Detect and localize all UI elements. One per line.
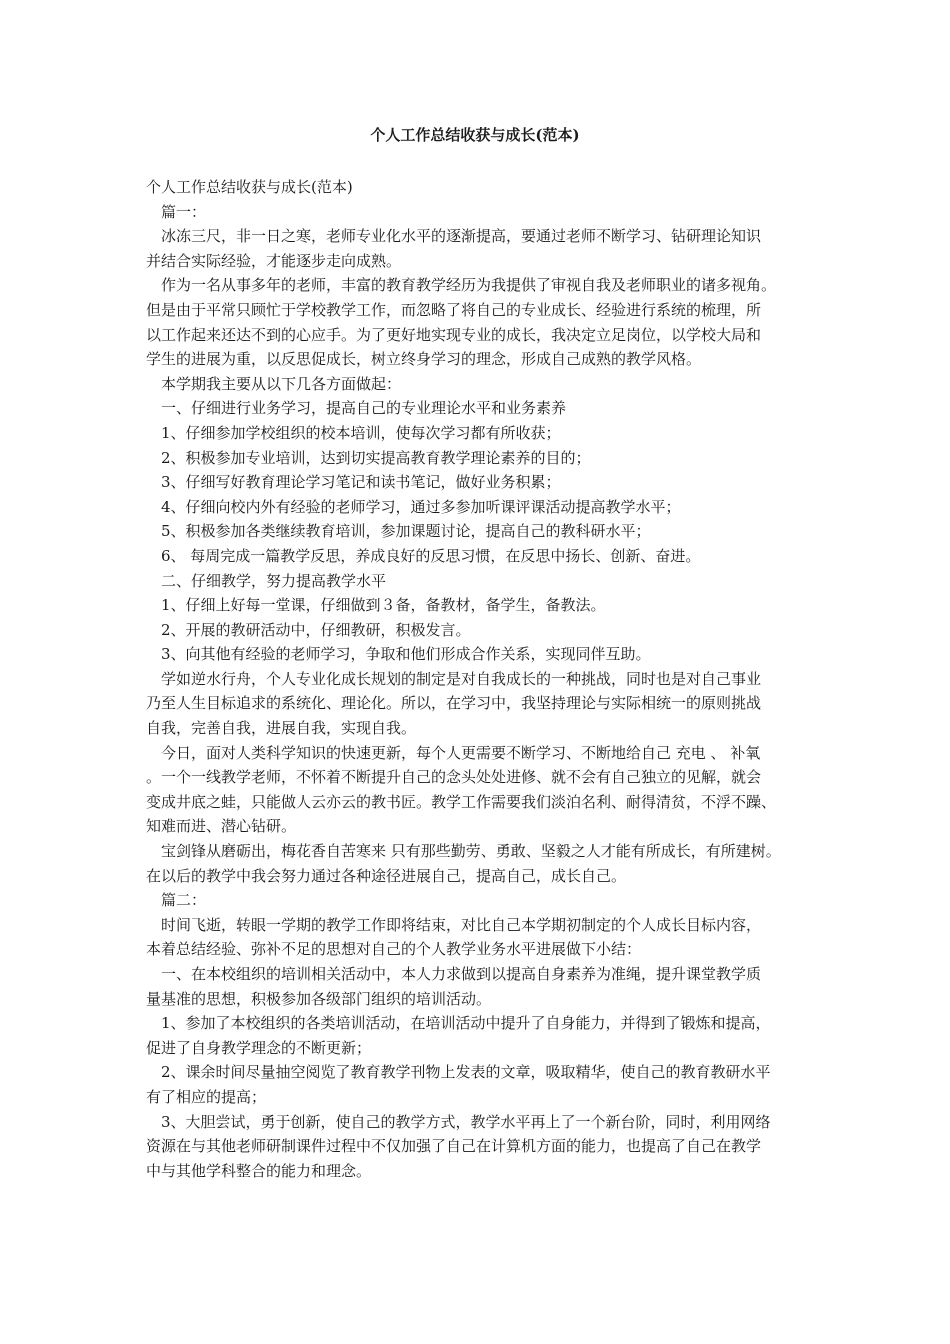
- text-line: 篇二：: [161, 891, 207, 910]
- text-line: 篇一：: [161, 202, 207, 221]
- text-line: 1、仔细参加学校组织的校本培训，使每次学习都有所收获；: [161, 423, 561, 442]
- text-line: 作为一名从事多年的老师，丰富的教育教学经历为我提供了审视自我及老师职业的诸多视角。: [161, 276, 777, 295]
- text-line: 时间飞逝，转眼一学期的教学工作即将结束，对比自己本学期初制定的个人成长目标内容，: [161, 915, 762, 934]
- text-line: 知难而进、潜心钻研。: [146, 817, 297, 836]
- text-line: 冰冻三尺，非一日之寒，老师专业化水平的逐渐提高，要通过老师不断学习、钻研理论知识: [161, 227, 762, 246]
- text-line: 6、 每周完成一篇教学反思，养成良好的反思习惯，在反思中扬长、创新、奋进。: [161, 546, 701, 565]
- text-line: 学生的进展为重，以反思促成长，树立终身学习的理念，形成自己成熟的教学风格。: [146, 350, 702, 369]
- text-line: 有了相应的提高；: [146, 1087, 267, 1106]
- document-body: [146, 175, 826, 1183]
- text-line: 2、课余时间尽量抽空阅览了教育教学刊物上发表的文章，吸取精华，使自己的教育教研水平: [161, 1063, 771, 1082]
- text-line: 1、仔细上好每一堂课，仔细做到３备，备教材，备学生，备教法。: [161, 596, 606, 615]
- document-title: 个人工作总结收获与成长(范本): [370, 126, 580, 144]
- text-line: 宝剑锋从磨砺出，梅花香自苦寒来 只有那些勤劳、勇敢、坚毅之人才能有所成长，有所建树。: [161, 842, 781, 861]
- text-line: 3、向其他有经验的老师学习，争取和他们形成合作关系，实现同伴互助。: [161, 645, 651, 664]
- text-line: 二、仔细教学，努力提高教学水平: [161, 571, 387, 590]
- text-line: 促进了自身教学理念的不断更新；: [146, 1038, 372, 1057]
- text-line: 4、仔细向校内外有经验的老师学习，通过多参加听课评课活动提高教学水平；: [161, 497, 681, 516]
- text-line: 并结合实际经验，才能逐步走向成熟。: [146, 251, 402, 270]
- text-line: 。一个一线教学老师，不怀着不断提升自己的念头处处进修、就不会有自己独立的见解，就会: [146, 768, 762, 787]
- text-line: 资源在与其他老师研制课件过程中不仅加强了自己在计算机方面的能力，也提高了自己在教学: [146, 1137, 762, 1156]
- text-line: 中与其他学科整合的能力和理念。: [146, 1161, 372, 1180]
- text-line: 本学期我主要从以下几各方面做起：: [161, 374, 402, 393]
- text-line: 变成井底之蛙，只能做人云亦云的教书匠。教学工作需要我们淡泊名利、耐得清贫，不浮不躁、: [146, 792, 777, 811]
- text-line: 2、开展的教研活动中，仔细教研，积极发言。: [161, 620, 471, 639]
- text-line: 一、在本校组织的培训相关活动中，本人力求做到以提高自身素养为准绳，提升课堂教学质: [161, 965, 762, 983]
- text-line: 以工作起来还达不到的心应手。为了更好地实现专业的成长，我决定立足岗位，以学校大局和: [146, 325, 762, 344]
- text-line: 在以后的教学中我会努力通过各种途径进展自己，提高自己，成长自己。: [146, 866, 627, 885]
- text-line: 一、仔细进行业务学习，提高自己的专业理论水平和业务素养: [161, 399, 567, 418]
- text-line: 今日，面对人类科学知识的快速更新，每个人更需要不断学习、不断地给自己 充电 、 补氧: [161, 743, 761, 762]
- text-line: 但是由于平常只顾忙于学校教学工作，而忽略了将自己的专业成长、经验进行系统的梳理，所: [146, 300, 762, 319]
- text-line: 5、积极参加各类继续教育培训，参加课题讨论，提高自己的教科研水平；: [161, 522, 651, 541]
- text-line: 自我，完善自我，进展自我，实现自我。: [146, 719, 417, 738]
- text-line: 量基准的思想，积极参加各级部门组织的培训活动。: [146, 989, 492, 1008]
- text-line: 3、仔细写好教育理论学习笔记和读书笔记，做好业务积累；: [161, 473, 561, 492]
- text-line: 2、积极参加专业培训，达到切实提高教育教学理论素养的目的；: [161, 448, 591, 467]
- text-line: 本着总结经验、弥补不足的思想对自己的个人教学业务水平进展做下小结：: [146, 940, 642, 959]
- text-line: 3、大胆尝试，勇于创新，使自己的教学方式，教学水平再上了一个新台阶，同时，利用网络: [161, 1112, 771, 1131]
- text-line: 个人工作总结收获与成长(范本): [146, 178, 353, 196]
- text-line: 学如逆水行舟，个人专业化成长规划的制定是对自我成长的一种挑战，同时也是对自己事业: [161, 669, 762, 688]
- text-line: 乃至人生目标追求的系统化、理论化。所以，在学习中，我坚持理论与实际相统一的原则挑战: [146, 694, 762, 713]
- text-line: 1、参加了本校组织的各类培训活动，在培训活动中提升了自身能力，并得到了锻炼和提高，: [161, 1014, 771, 1033]
